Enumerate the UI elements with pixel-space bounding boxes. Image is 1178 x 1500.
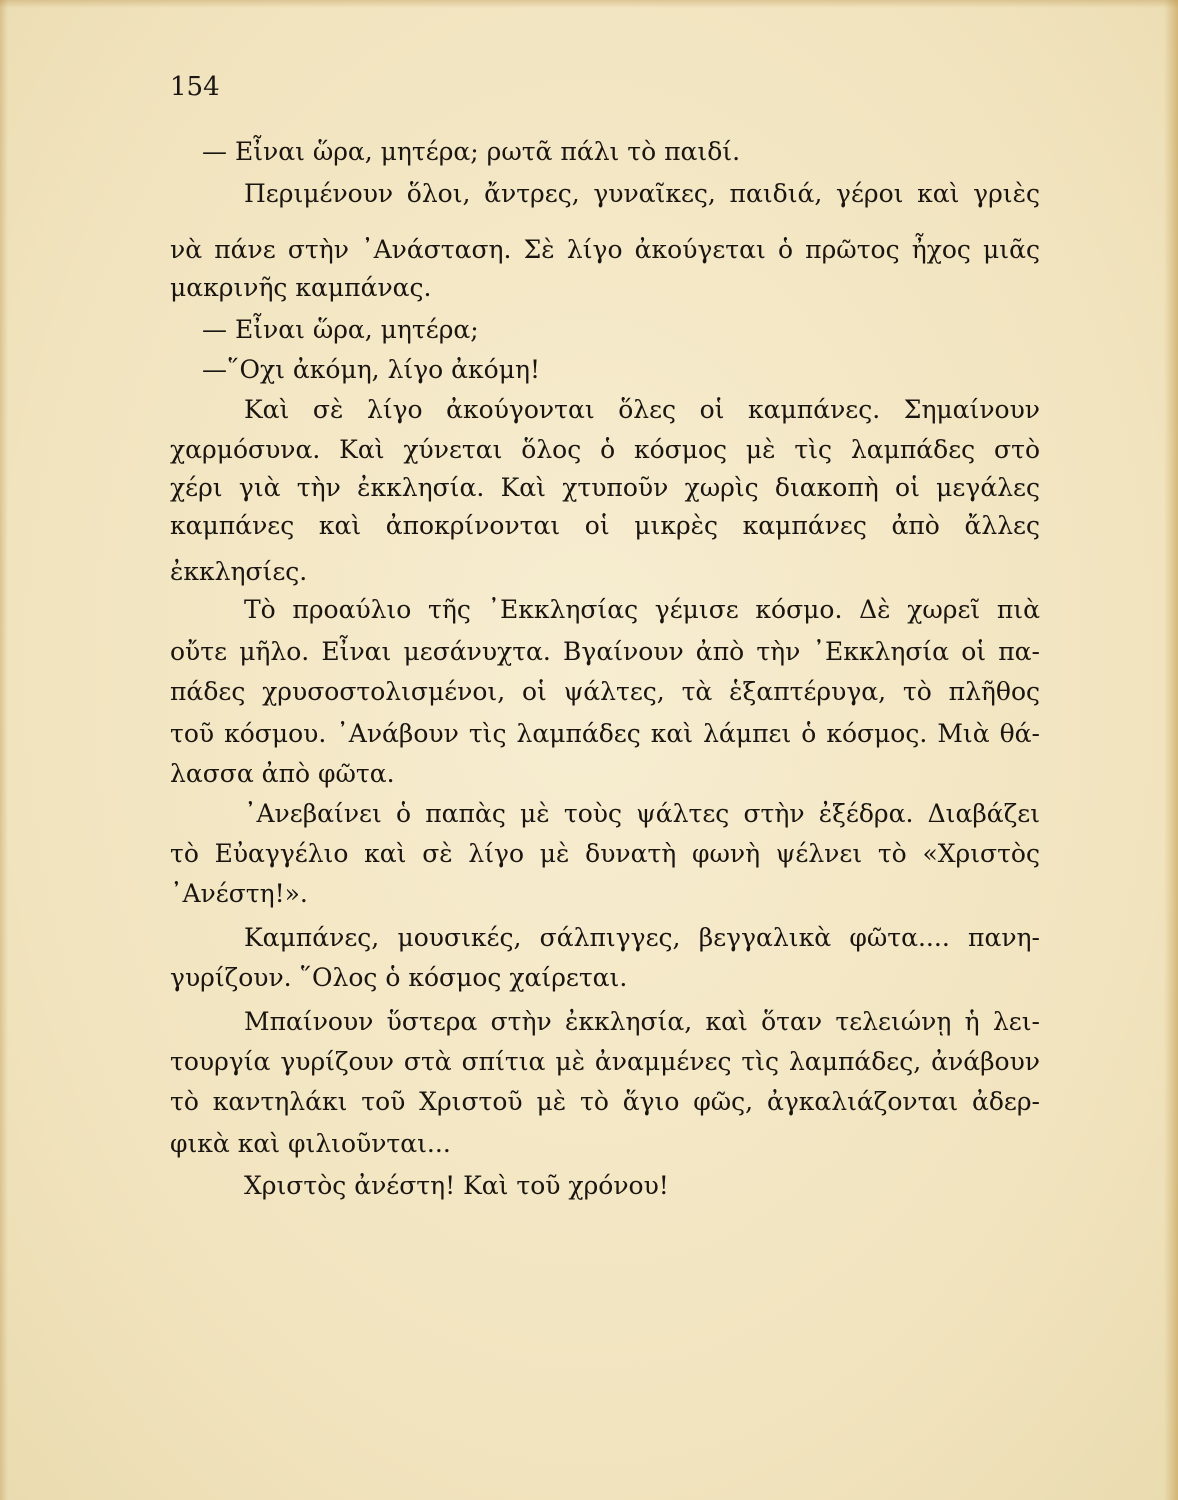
text-line: τὸ καντηλάκι τοῦ Χριστοῦ μὲ τὸ ἅγιο φῶς, ἀγκαλιάζονται ἀδερ-	[170, 1087, 1040, 1116]
text-line: λασσα ἀπὸ φῶτα.	[170, 759, 395, 788]
text-line: ᾿Ανέστη!».	[170, 879, 308, 908]
text-line: —῞Οχι ἀκόμη, λίγο ἀκόμη!	[202, 355, 540, 384]
text-line: Καὶ σὲ λίγο ἀκούγονται ὅλες οἱ καμπάνες. Σημαίνουν	[244, 395, 1040, 424]
text-line: γυρίζουν. ῞Ολος ὁ κόσμος χαίρεται.	[170, 963, 628, 992]
page-edge-shadow-right	[1164, 0, 1178, 1500]
text-line: καμπάνες καὶ ἀποκρίνονται οἱ μικρὲς καμπάνες ἀπὸ ἄλλες	[170, 511, 1040, 540]
text-line: τὸ Εὐαγγέλιο καὶ σὲ λίγο μὲ δυνατὴ φωνὴ ψέλνει τὸ «Χριστὸς	[170, 839, 1040, 868]
text-line: Καμπάνες, μουσικές, σάλπιγγες, βεγγαλικὰ φῶτα.... πανη-	[244, 923, 1040, 952]
text-line: τοῦ κόσμου. ᾿Ανάβουν τὶς λαμπάδες καὶ λάμπει ὁ κόσμος. Μιὰ θά-	[170, 719, 1040, 748]
text-line: τουργία γυρίζουν στὰ σπίτια μὲ ἀναμμένες τὶς λαμπάδες, ἀνάβουν	[170, 1047, 1040, 1076]
text-line: ᾿Ανεβαίνει ὁ παπὰς μὲ τοὺς ψάλτες στὴν ἐξέδρα. Διαβάζει	[244, 799, 1040, 828]
text-line: Μπαίνουν ὕστερα στὴν ἐκκλησία, καὶ ὅταν τελειώνῃ ἡ λει-	[244, 1007, 1040, 1036]
text-line: — Εἶναι ὥρα, μητέρα;	[202, 315, 479, 344]
text-line: Τὸ προαύλιο τῆς ᾿Εκκλησίας γέμισε κόσμο. Δὲ χωρεῖ πιὰ	[244, 595, 1040, 624]
text-line: νὰ πάνε στὴν ᾿Ανάσταση. Σὲ λίγο ἀκούγεται ὁ πρῶτος ἦχος μιᾶς	[170, 235, 1040, 264]
text-line: Χριστὸς ἀνέστη! Καὶ τοῦ χρόνου!	[244, 1171, 669, 1200]
page-edge-shadow-left	[0, 0, 8, 1500]
text-line: μακρινῆς καμπάνας.	[170, 273, 432, 302]
text-line: χαρμόσυνα. Καὶ χύνεται ὅλος ὁ κόσμος μὲ τὶς λαμπάδες στὸ	[170, 435, 1040, 464]
page-number: 154	[170, 72, 220, 102]
text-line: οὔτε μῆλο. Εἶναι μεσάνυχτα. Βγαίνουν ἀπὸ τὴν ᾿Εκκλησία οἱ πα-	[170, 637, 1040, 666]
text-line: — Εἶναι ὥρα, μητέρα; ρωτᾶ πάλι τὸ παιδί.	[202, 137, 741, 166]
text-line: ἐκκλησίες.	[170, 557, 308, 586]
text-line: πάδες χρυσοστολισμένοι, οἱ ψάλτες, τὰ ἑξαπτέρυγα, τὸ πλῆθος	[170, 677, 1040, 706]
text-line: Περιμένουν ὅλοι, ἄντρες, γυναῖκες, παιδιά, γέροι καὶ γριὲς	[244, 179, 1040, 208]
page-edge-shadow-top	[0, 0, 1178, 8]
text-line: φικὰ καὶ φιλιοῦνται...	[170, 1129, 451, 1158]
text-line: χέρι γιὰ τὴν ἐκκλησία. Καὶ χτυποῦν χωρὶς διακοπὴ οἱ μεγάλες	[170, 473, 1040, 502]
